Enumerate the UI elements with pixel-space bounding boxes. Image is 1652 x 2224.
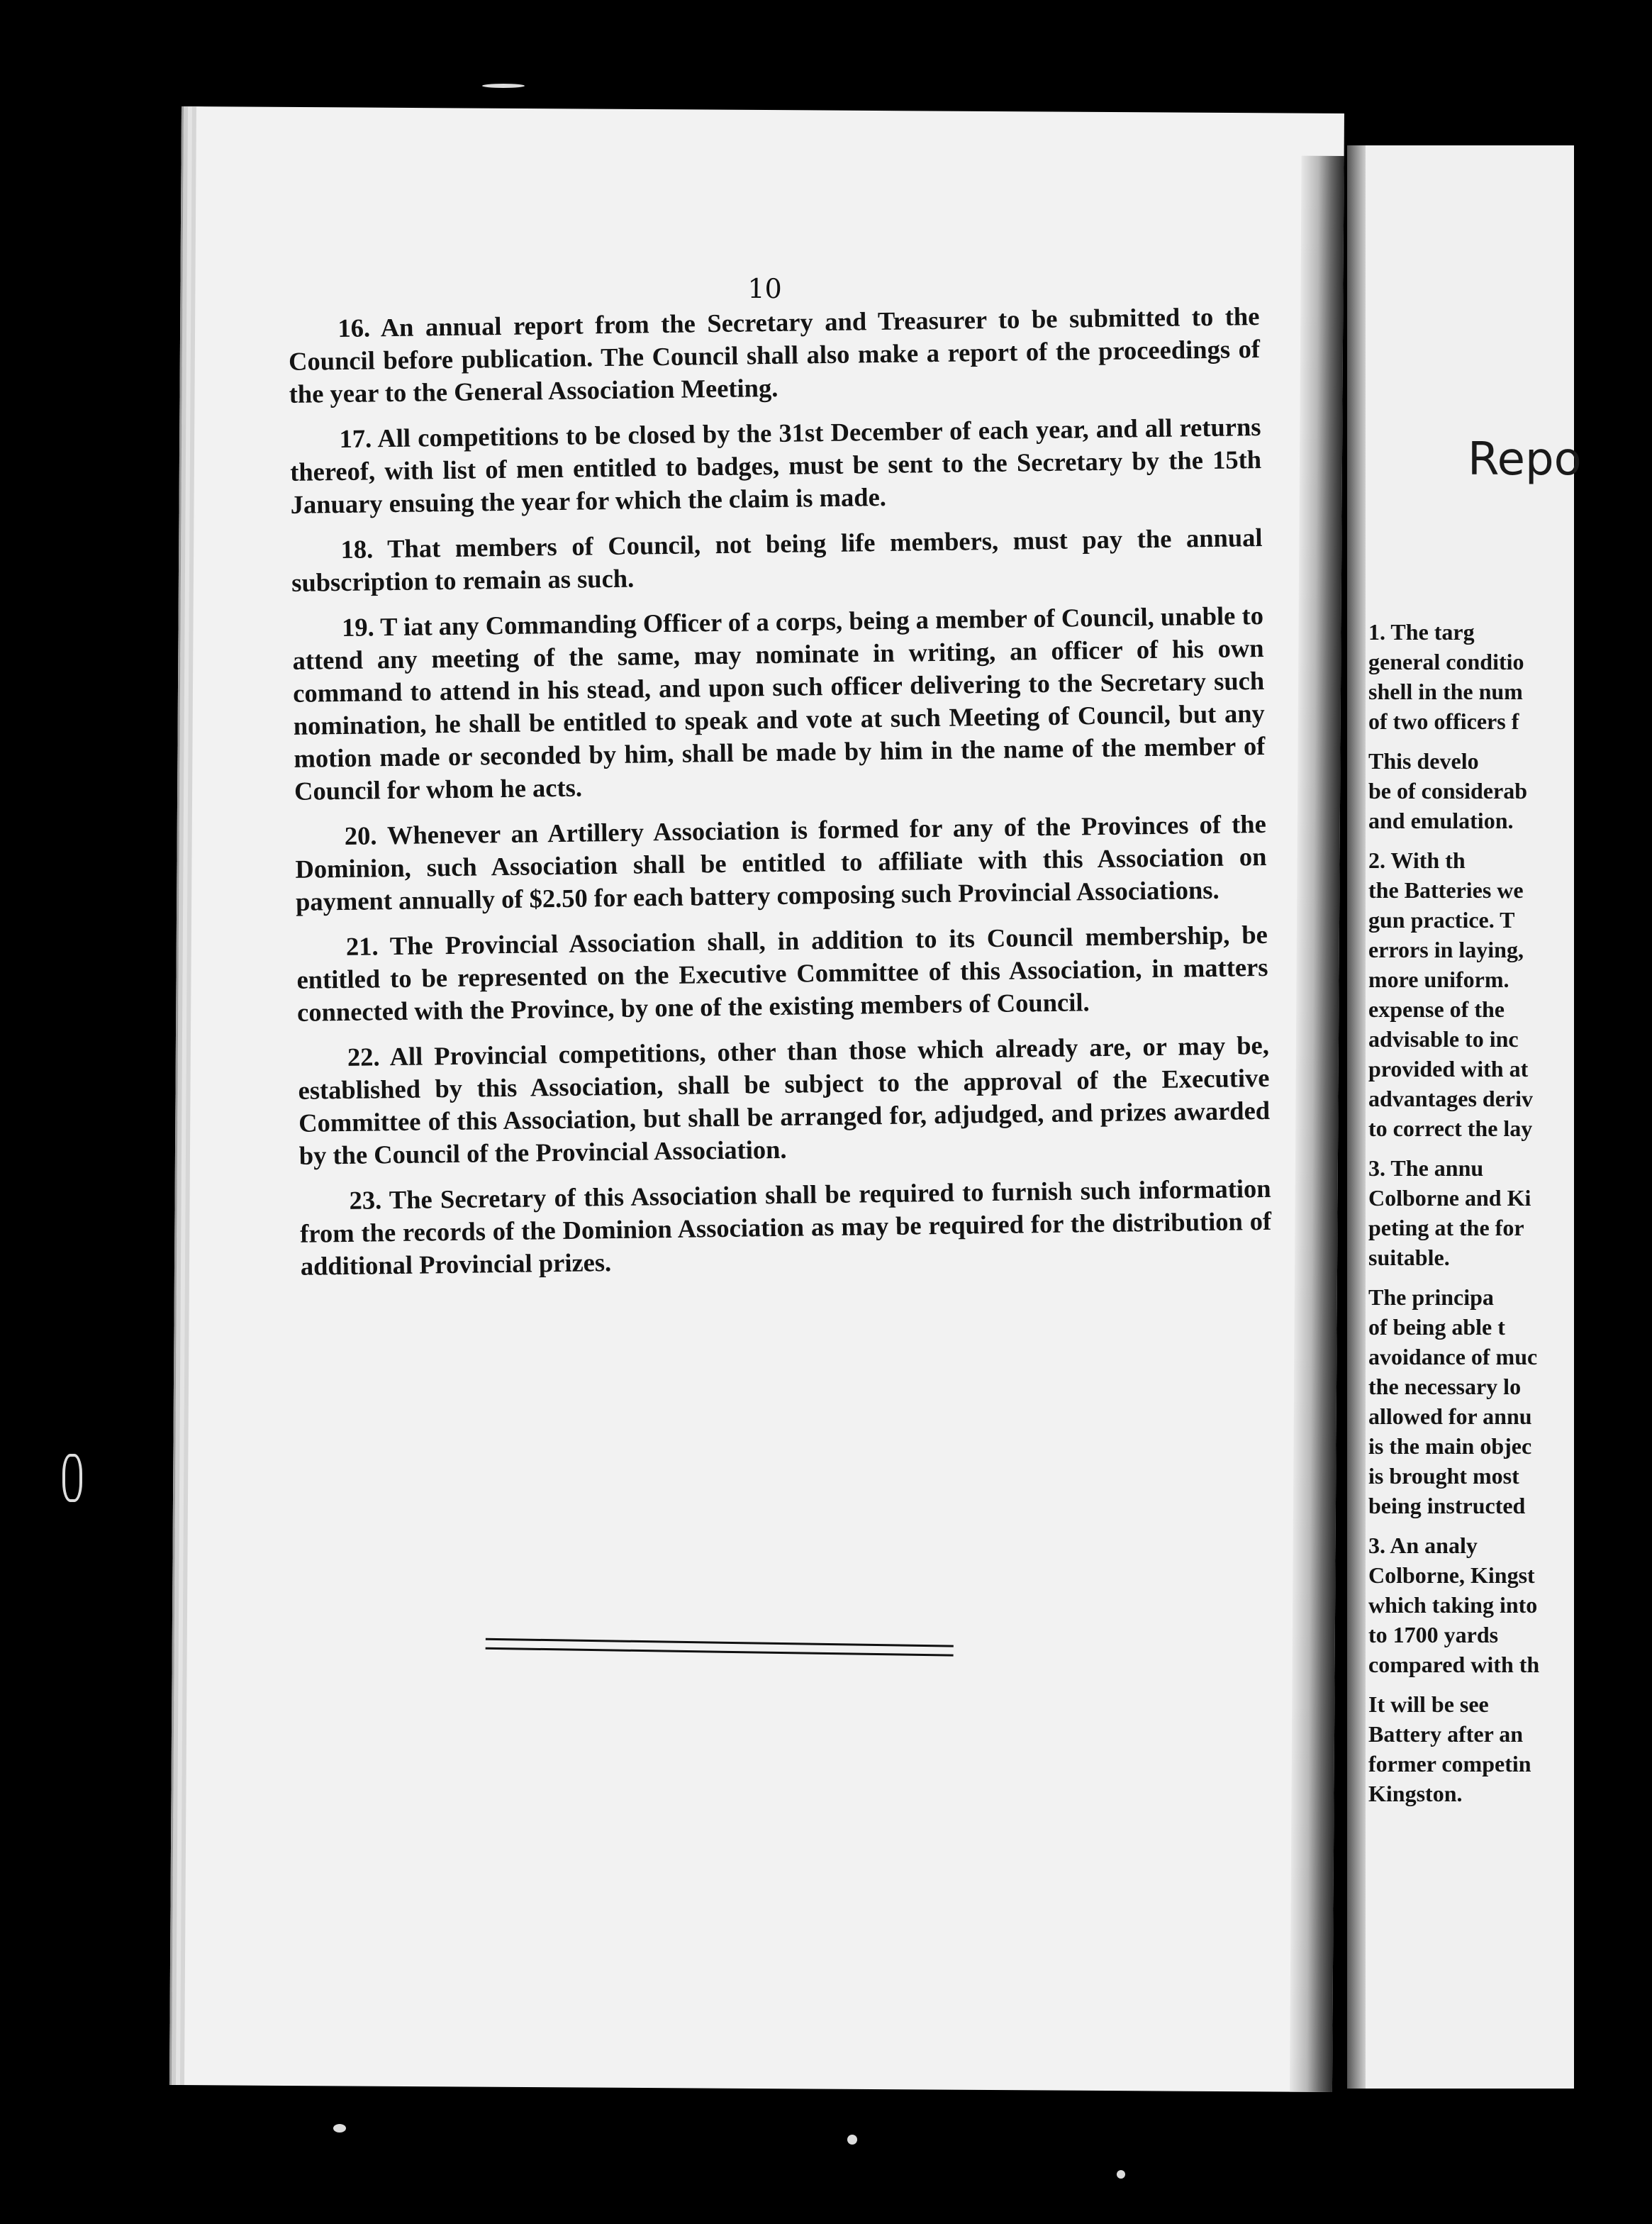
right-page-line: allowed for annu: [1368, 1403, 1532, 1429]
paragraph-rule-17: 17. All competitions to be closed by the 31st December of each year, and all returns thereof, with list of men entitled to badges, must be sent to the Secretary by the 15th January ensuing the year for which the claim is made.: [289, 411, 1262, 519]
page-fold-shadow: [1347, 145, 1366, 2089]
right-page-line: advisable to inc: [1368, 1026, 1519, 1052]
right-page-line: 2. With th: [1368, 847, 1466, 873]
paragraph-rule-23: 23. The Secretary of this Association shall be required to furnish such information from the records of the Dominion Association as may be required for the distribution of additional Provincial prizes.: [299, 1173, 1272, 1281]
right-page-line: of being able t: [1368, 1314, 1505, 1340]
right-page-line: compared with th: [1368, 1652, 1540, 1677]
binding-gutter: [1290, 156, 1344, 2092]
scan-speck: [1117, 2170, 1125, 2179]
right-page-line: the Batteries we: [1368, 877, 1524, 903]
right-page-line: being instructed: [1368, 1493, 1526, 1518]
right-page-line: of two officers f: [1368, 708, 1519, 734]
scan-speck: [482, 84, 525, 88]
paragraph-gap: [1368, 736, 1652, 746]
paragraph-gap: [1368, 1272, 1652, 1282]
right-page-line: provided with at: [1368, 1056, 1529, 1082]
right-page-line: The principa: [1368, 1284, 1494, 1310]
double-rule-divider: [486, 1638, 954, 1657]
right-page-line: Battery after an: [1368, 1721, 1523, 1747]
right-page-line: to correct the lay: [1368, 1116, 1533, 1141]
right-page-line: expense of the: [1368, 996, 1505, 1022]
right-page: [1347, 145, 1582, 2089]
paragraph-gap: [1368, 1520, 1652, 1530]
right-page-line: peting at the for: [1368, 1215, 1524, 1240]
scan-speck: [62, 1454, 82, 1502]
page-edges: [169, 106, 205, 2085]
right-page-line: 1. The targ: [1368, 619, 1475, 645]
right-page-line: It will be see: [1368, 1691, 1489, 1717]
right-page-line: and emulation.: [1368, 808, 1514, 833]
right-page-line: Kingston.: [1368, 1781, 1463, 1806]
right-page-line: be of considerab: [1368, 778, 1527, 804]
page-number: 10: [747, 272, 782, 305]
paragraph-gap: [1368, 1679, 1652, 1689]
right-page-line: 3. An analy: [1368, 1533, 1478, 1558]
right-page-line: advantages deriv: [1368, 1086, 1533, 1111]
right-page-line: is brought most: [1368, 1463, 1519, 1489]
paragraph-gap: [1368, 1143, 1652, 1153]
right-page-line: Colborne, Kingst: [1368, 1562, 1535, 1588]
paragraph-rule-16: 16. An annual report from the Secretary and Treasurer to be submitted to the Council before publication. The Council shall also make a report of the proceedings of the year to the General Association Meeting.: [288, 301, 1261, 408]
right-page-heading: Repo: [1468, 433, 1582, 486]
right-page-line: Colborne and Ki: [1368, 1185, 1531, 1211]
right-page-line: which taking into: [1368, 1592, 1538, 1618]
right-page-line: avoidance of muc: [1368, 1344, 1538, 1369]
right-page-line: shell in the num: [1368, 679, 1523, 704]
scan-speck: [847, 2135, 857, 2145]
paragraph-rule-18: 18. That members of Council, not being life members, must pay the annual subscription to remain as such.: [291, 522, 1263, 597]
right-page-line: gun practice. T: [1368, 907, 1515, 933]
scan-speck: [333, 2124, 346, 2133]
rules-text: [288, 300, 1272, 1296]
right-page-text: [1368, 617, 1652, 1808]
paragraph-rule-20: 20. Whenever an Artillery Association is formed for any of the Provinces of the Dominion, such Association shall be entitled to affiliate with this Association on payment annually of $2.50 for each battery composing such Provincial Associations.: [295, 808, 1267, 916]
right-page-line: former competin: [1368, 1751, 1531, 1777]
right-page-line: 3. The annu: [1368, 1155, 1484, 1181]
paragraph-gap: [1368, 835, 1652, 845]
right-page-line: errors in laying,: [1368, 937, 1524, 962]
right-page-line: is the main objec: [1368, 1433, 1532, 1459]
left-page: [169, 106, 1344, 2092]
right-page-line: This develo: [1368, 748, 1479, 774]
paragraph-rule-19: 19. T iat any Commanding Officer of a corps, being a member of Council, unable to attend any meeting of the same, may nominate in writing, an officer of his own command to attend in his stead, and upon such officer delivering to the Secretary such nomination, he shall be entitled to speak and vote at such Meeting of Council, but any motion made or seconded by him, shall be made by him in the name of the member of Council for whom he acts.: [292, 600, 1266, 806]
right-page-line: to 1700 yards: [1368, 1622, 1499, 1647]
paragraph-rule-21: 21. The Provincial Association shall, in addition to its Council membership, be entitled to be represented on the Executive Committee of this Association, in matters connected with the Province, by one of the existing members of Council.: [296, 919, 1268, 1027]
right-page-line: more uniform.: [1368, 967, 1509, 992]
right-page-line: the necessary lo: [1368, 1374, 1522, 1399]
paragraph-rule-22: 22. All Provincial competitions, other than those which already are, or may be, established by this Association, shall be subject to the approval of the Executive Committee of this Association, but shall be arranged for, adjudged, and prizes awarded by the Council of the Provincial Association.: [298, 1030, 1271, 1170]
right-page-line: suitable.: [1368, 1245, 1450, 1270]
right-page-line: general conditio: [1368, 649, 1524, 674]
